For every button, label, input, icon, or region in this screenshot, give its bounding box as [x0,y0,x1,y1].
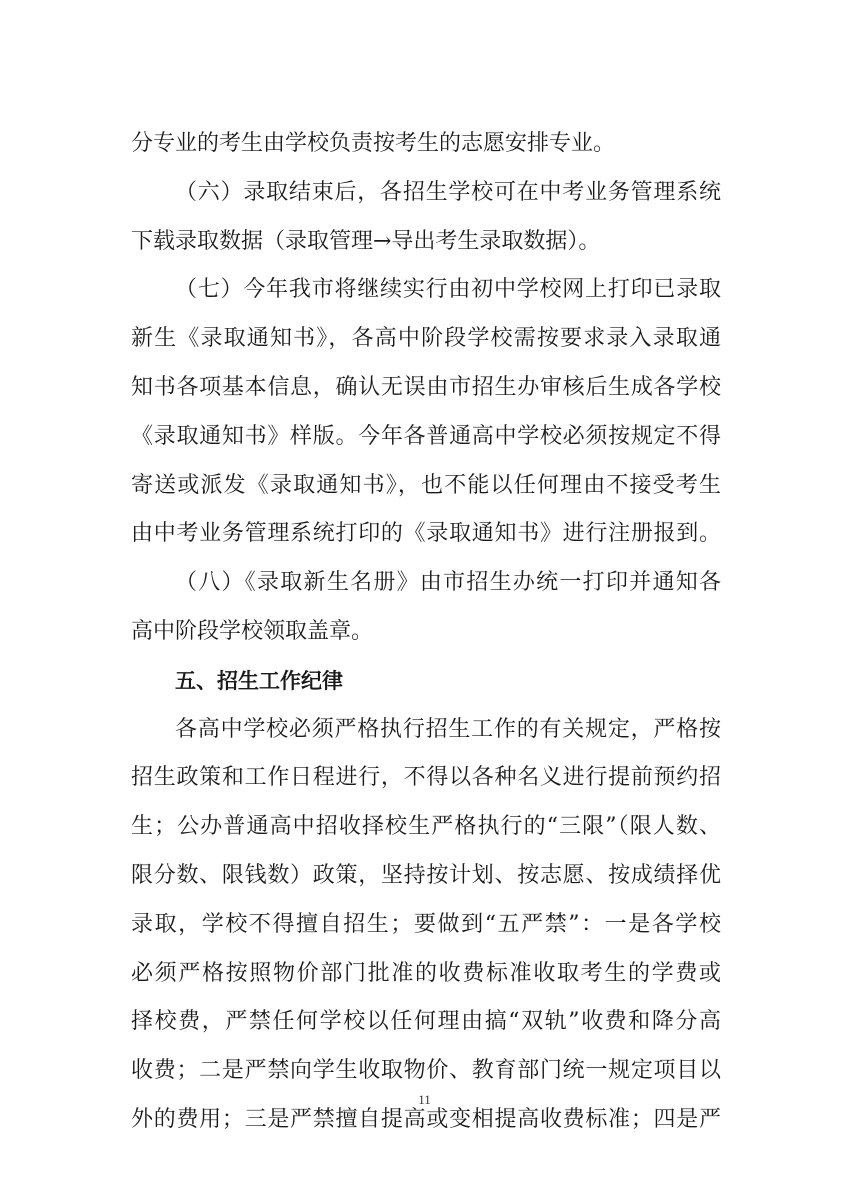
text-line: （六）录取结束后，各招生学校可在中考业务管理系统 [175,179,721,205]
text-line: 《录取通知书》样版。今年各普通高中学校必须按规定不得 [131,423,721,449]
text-line: 限分数、限钱数）政策，坚持按计划、按志愿、按成绩择优 [131,862,721,888]
text-line: 录取，学校不得擅自招生；要做到“五严禁”：一是各学校 [131,911,721,937]
text-line: （八）《录取新生名册》由市招生办统一打印并通知各 [175,570,721,596]
text-line: 各高中学校必须严格执行招生工作的有关规定，严格按 [175,716,721,742]
page-number: 11 [418,1092,431,1107]
text-line: 招生政策和工作日程进行，不得以各种名义进行提前预约招 [131,765,721,791]
text-line: 收费；二是严禁向学生收取物价、教育部门统一规定项目以 [131,1058,721,1084]
section-heading: 五、招生工作纪律 [175,668,343,693]
text-line: 下载录取数据（录取管理→导出考生录取数据）。 [131,228,601,254]
document-body [131,120,721,1145]
text-line: 择校费，严禁任何学校以任何理由搞“双轨”收费和降分高 [131,1009,721,1035]
text-line: 外的费用；三是严禁擅自提高或变相提高收费标准；四是严 [131,1106,721,1132]
text-line: 生；公办普通高中招收择校生严格执行的“三限”（限人数、 [131,814,721,840]
text-line: 新生《录取通知书》，各高中阶段学校需按要求录入录取通 [131,326,721,352]
text-line: 寄送或派发《录取通知书》，也不能以任何理由不接受考生 [131,472,721,498]
text-line: 必须严格按照物价部门批准的收费标准收取考生的学费或 [131,960,721,986]
text-line: 由中考业务管理系统打印的《录取通知书》进行注册报到。 [131,521,721,547]
text-line: 高中阶段学校领取盖章。 [131,618,374,644]
text-line: 知书各项基本信息，确认无误由市招生办审核后生成各学校 [131,374,721,400]
text-line: 分专业的考生由学校负责按考生的志愿安排专业。 [131,131,616,156]
text-line: （七）今年我市将继续实行由初中学校网上打印已录取 [175,277,721,303]
